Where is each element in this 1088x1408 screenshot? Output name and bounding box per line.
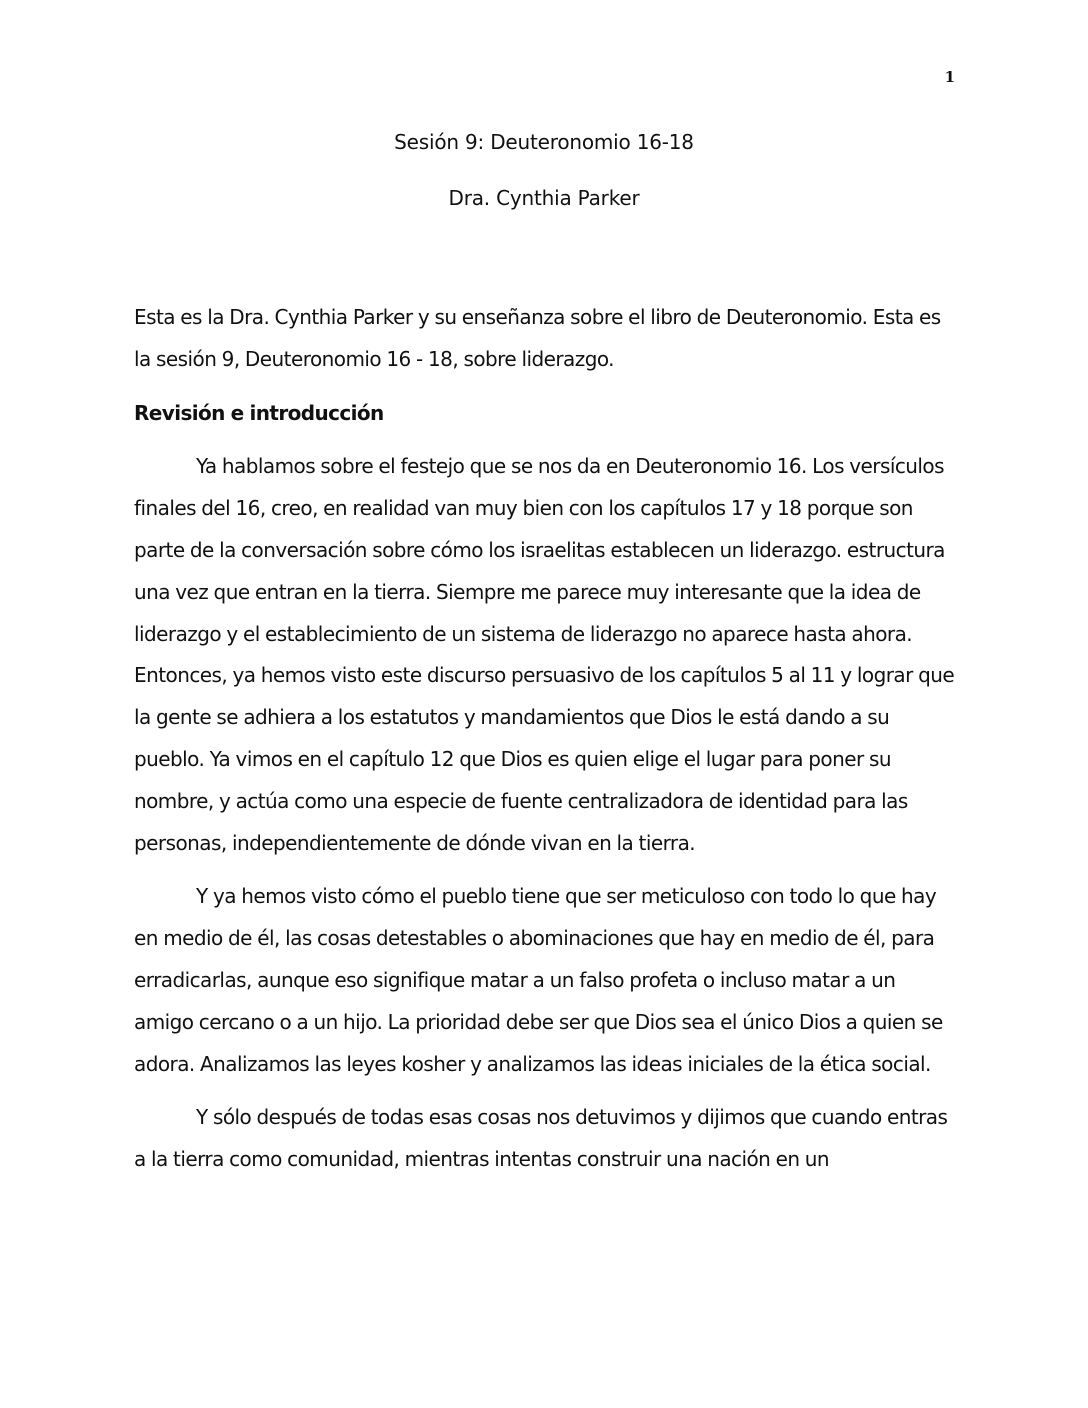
intro-paragraph: Esta es la Dra. Cynthia Parker y su enseñanza sobre el libro de Deuteronomio. Esta es la sesión 9, Deuteronomio 16 - 18, sobre liderazgo. bbox=[134, 305, 941, 371]
document-body bbox=[134, 297, 956, 1193]
section-heading: Revisión e introducción bbox=[134, 400, 384, 425]
page-number: 1 bbox=[944, 68, 955, 86]
document-title: Sesión 9: Deuteronomio 16-18 bbox=[394, 130, 694, 154]
body-paragraph: Ya hablamos sobre el festejo que se nos da en Deuteronomio 16. Los versículos finales del 16, creo, en realidad van muy bien con los capítulos 17 y 18 porque son parte de la conversación sobre cómo los israelitas establecen un liderazgo. estructura una vez que entran en la tierra. Siempre me parece muy interesante que la idea de liderazgo y el establecimiento de un sistema de liderazgo no aparece hasta ahora. Entonces, ya hemos visto este discurso persuasivo de los capítulos 5 al 11 y lograr que la gente se adhiera a los estatutos y mandamientos que Dios le está dando a su pueblo. Ya vimos en el capítulo 12 que Dios es quien elige el lugar para poner su nombre, y actúa como una especie de fuente centralizadora de identidad para las personas, independientemente de dónde vivan en la tierra. bbox=[134, 454, 955, 855]
body-paragraph: Y ya hemos visto cómo el pueblo tiene que ser meticuloso con todo lo que hay en medio de él, las cosas detestables o abominaciones que hay en medio de él, para erradicarlas, aunque eso signifique matar a un falso profeta o incluso matar a un amigo cercano o a un hijo. La prioridad debe ser que Dios sea el único Dios a quien se adora. Analizamos las leyes kosher y analizamos las ideas iniciales de la ética social. bbox=[134, 884, 943, 1076]
document-author: Dra. Cynthia Parker bbox=[448, 186, 640, 210]
body-paragraph: Y sólo después de todas esas cosas nos detuvimos y dijimos que cuando entras a la tierra como comunidad, mientras intentas construir una nación en un bbox=[134, 1105, 948, 1172]
